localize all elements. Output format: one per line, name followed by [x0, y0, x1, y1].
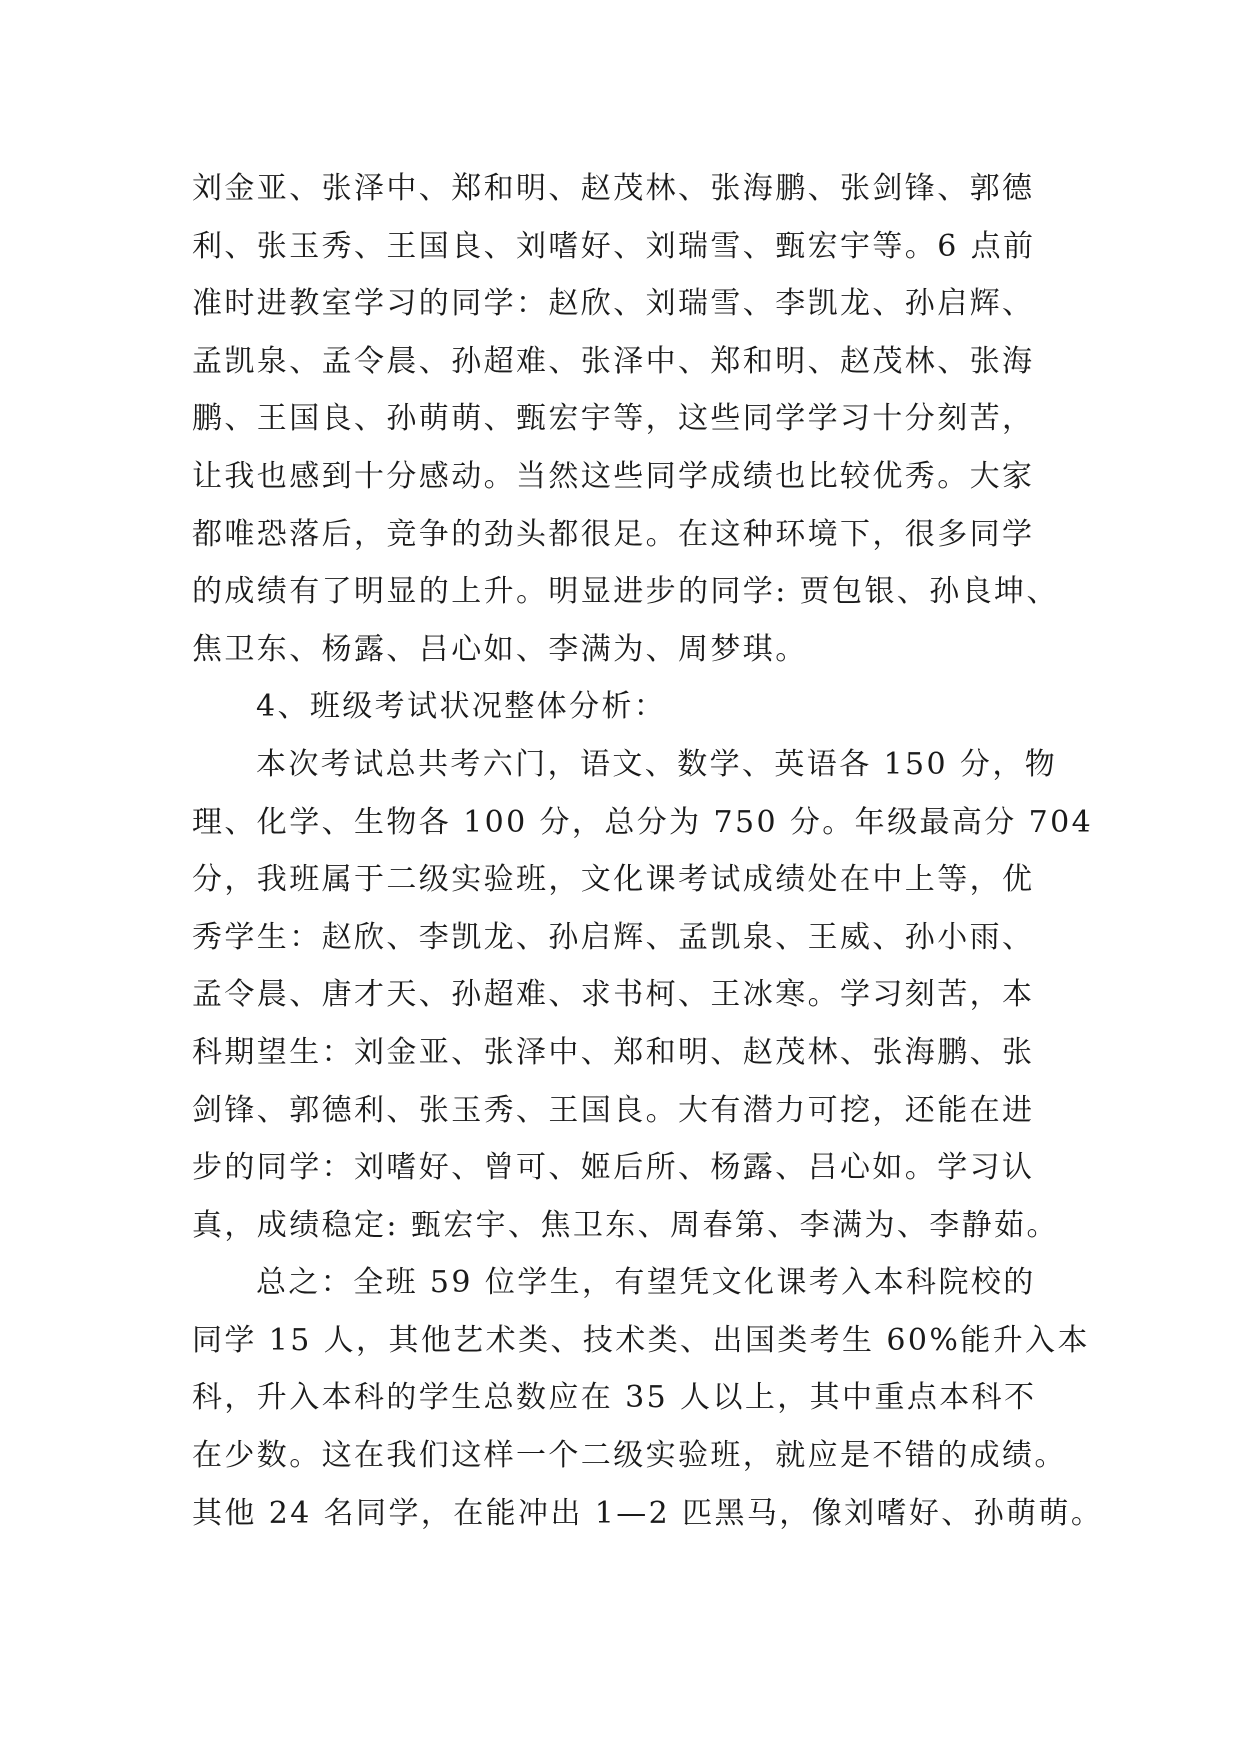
text-line: 焦卫东、杨露、吕心如、李满为、周梦琪。: [192, 631, 808, 667]
text-line: 理、化学、生物各 100 分，总分为 750 分。年级最高分 704: [192, 804, 1094, 840]
text-line: 在少数。这在我们这样一个二级实验班，就应是不错的成绩。: [192, 1438, 1067, 1474]
text-line: 秀学生：赵欣、李凯龙、孙启辉、孟凯泉、王威、孙小雨、: [192, 919, 1035, 955]
text-line: 科期望生：刘金亚、张泽中、郑和明、赵茂林、张海鹏、张: [192, 1034, 1035, 1070]
text-line: 总之：全班 59 位学生，有望凭文化课考入本科院校的: [256, 1265, 1036, 1301]
text-line: 鹏、王国良、孙萌萌、甄宏宇等，这些同学学习十分刻苦，: [192, 401, 1035, 437]
paragraph-student-list: [192, 160, 1072, 678]
text-line: 孟凯泉、孟令晨、孙超难、张泽中、郑和明、赵茂林、张海: [192, 343, 1035, 379]
paragraph-summary: [192, 1254, 1104, 1542]
text-line: 剑锋、郭德利、张玉秀、王国良。大有潜力可挖，还能在进: [192, 1092, 1035, 1128]
text-line: 科，升入本科的学生总数应在 35 人以上，其中重点本科不: [192, 1380, 1037, 1416]
text-line: 利、张玉秀、王国良、刘嗜好、刘瑞雪、甄宏宇等。6 点前: [192, 228, 1036, 264]
section-heading: [192, 678, 1072, 736]
text-line: 准时进教室学习的同学：赵欣、刘瑞雪、李凯龙、孙启辉、: [192, 286, 1035, 322]
text-line: 其他 24 名同学，在能冲出 1—2 匹黑马，像刘嗜好、孙萌萌。: [192, 1495, 1104, 1531]
text-line: 的成绩有了明显的上升。明显进步的同学: 贾包银、孙良坤、: [192, 574, 1059, 610]
text-line: 让我也感到十分感动。当然这些同学成绩也比较优秀。大家: [192, 458, 1035, 494]
text-line: 分，我班属于二级实验班，文化课考试成绩处在中上等，优: [192, 862, 1035, 898]
paragraph-exam-analysis: [192, 736, 1094, 1254]
text-line: 刘金亚、张泽中、郑和明、赵茂林、张海鹏、张剑锋、郭德: [192, 171, 1035, 206]
text-line: 同学 15 人，其他艺术类、技术类、出国类考生 60%能升入本: [192, 1322, 1090, 1358]
text-line: 步的同学：刘嗜好、曾可、姬后所、杨露、吕心如。学习认: [192, 1150, 1035, 1186]
heading-line: 4、班级考试状况整体分析：: [256, 689, 667, 725]
text-line: 都唯恐落后，竞争的劲头都很足。在这种环境下，很多同学: [192, 516, 1035, 552]
text-line: 本次考试总共考六门，语文、数学、英语各 150 分，物: [256, 746, 1058, 782]
text-line: 真，成绩稳定: 甄宏宇、焦卫东、周春第、李满为、李静茹。: [192, 1207, 1059, 1243]
body-text: [192, 160, 1104, 1542]
text-line: 孟令晨、唐才天、孙超难、求书柯、王冰寒。学习刻苦，本: [192, 977, 1035, 1013]
